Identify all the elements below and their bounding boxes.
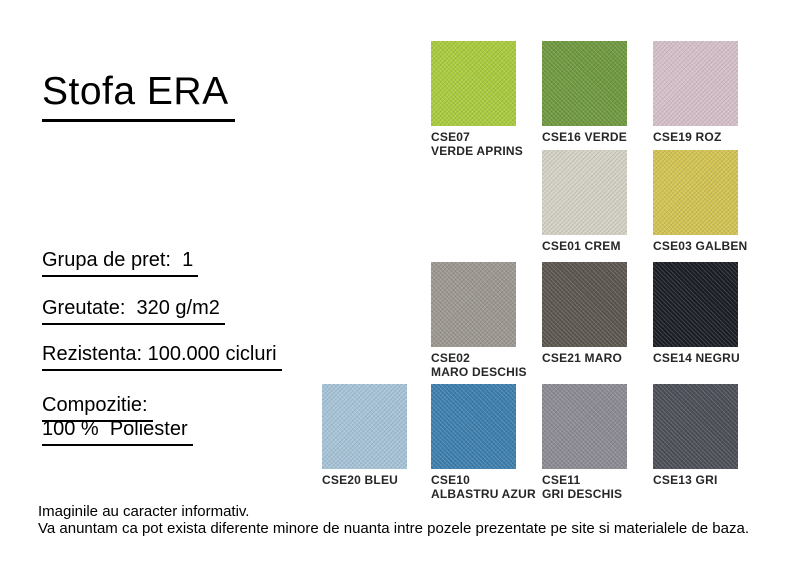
spec-weight: Greutate: 320 g/m2 [42,297,225,325]
swatch-label-CSE21: CSE21 MARO [542,351,623,365]
swatch-color-CSE01 [542,150,627,235]
swatch-label-CSE10: CSE10 ALBASTRU AZUR [431,473,536,501]
swatch-color-CSE03 [653,150,738,235]
swatch-color-CSE21 [542,262,627,347]
swatch-CSE10 [431,384,536,501]
swatch-color-CSE19 [653,41,738,126]
spec-resistance: Rezistenta: 100.000 cicluri [42,343,282,371]
swatch-CSE21 [542,262,627,365]
swatch-CSE02 [431,262,527,379]
spec-composition-value: 100 % Poliester [42,418,193,446]
swatch-label-CSE02: CSE02 MARO DESCHIS [431,351,527,379]
swatch-color-CSE14 [653,262,738,347]
swatch-CSE20 [322,384,407,487]
swatch-label-CSE01: CSE01 CREM [542,239,621,253]
spec-composition-label: Compozitie: [42,394,153,422]
swatch-color-CSE13 [653,384,738,469]
swatch-label-CSE16: CSE16 VERDE [542,130,627,144]
swatch-label-CSE07: CSE07 VERDE APRINS [431,130,523,158]
swatch-label-CSE11: CSE11 GRI DESCHIS [542,473,623,501]
swatch-label-CSE20: CSE20 BLEU [322,473,399,487]
swatch-CSE16 [542,41,627,144]
swatch-CSE11 [542,384,627,501]
swatch-color-CSE20 [322,384,407,469]
swatch-label-CSE14: CSE14 NEGRU [653,351,740,365]
swatch-CSE07 [431,41,523,158]
page-title: Stofa ERA [42,70,235,122]
footer-note-line2: Va anuntam ca pot exista diferente minore de nuanta intre pozele prezentate pe site si materialele de baza. [38,520,749,537]
swatch-label-CSE03: CSE03 GALBEN [653,239,748,253]
swatch-label-CSE13: CSE13 GRI [653,473,718,487]
swatch-color-CSE11 [542,384,627,469]
swatch-color-CSE10 [431,384,516,469]
swatch-color-CSE02 [431,262,516,347]
swatch-CSE03 [653,150,747,253]
swatch-CSE01 [542,150,627,253]
swatch-color-CSE16 [542,41,627,126]
swatch-CSE19 [653,41,738,144]
swatch-label-CSE19: CSE19 ROZ [653,130,722,144]
spec-price-group: Grupa de pret: 1 [42,249,198,277]
swatch-color-CSE07 [431,41,516,126]
swatch-CSE14 [653,262,740,365]
footer-note-line1: Imaginile au caracter informativ. [38,503,250,520]
swatch-CSE13 [653,384,738,487]
